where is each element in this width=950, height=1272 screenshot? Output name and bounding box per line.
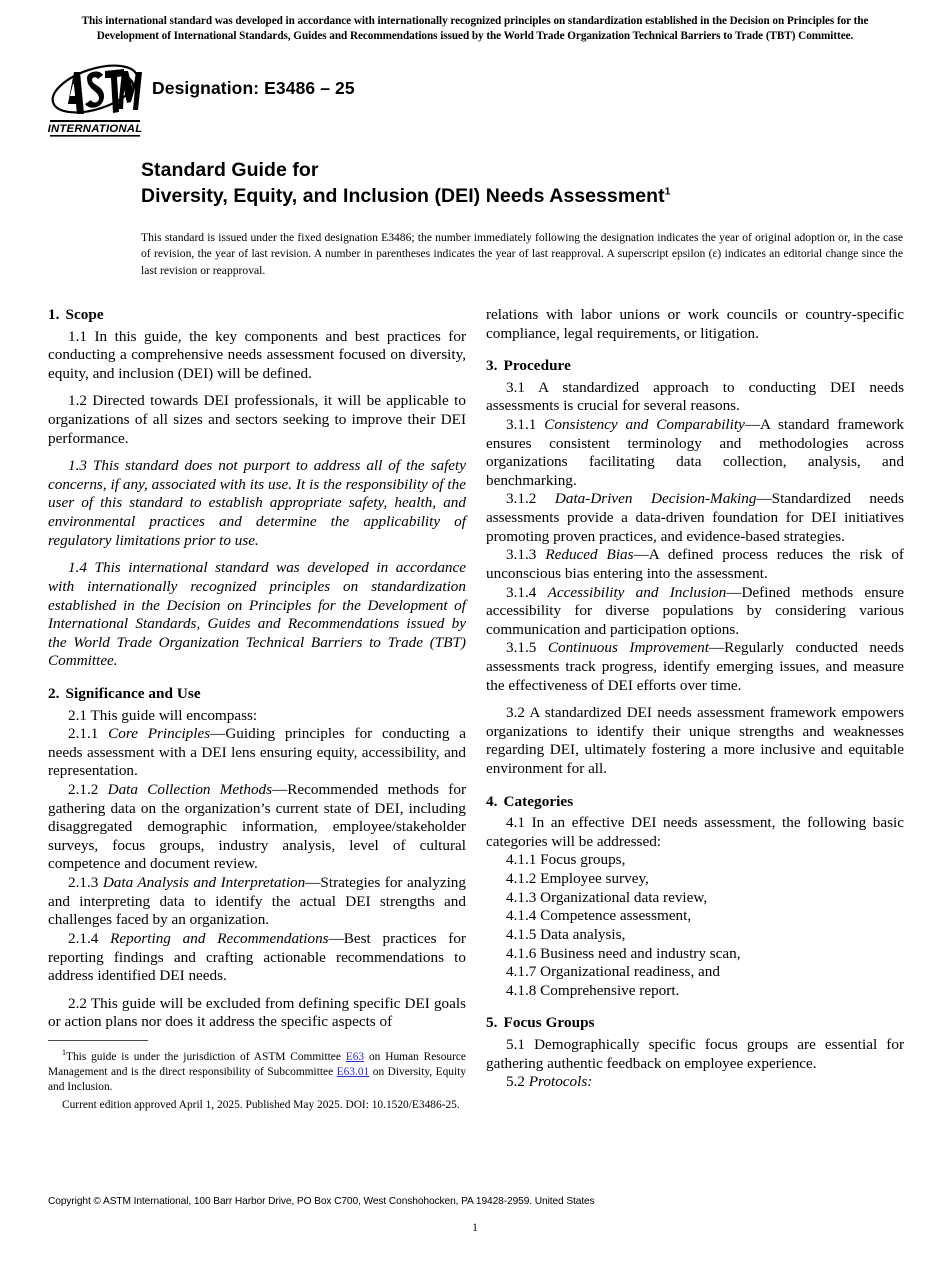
footnote-block [48,1040,466,1113]
paragraph-1-3: 1.3 This standard does not purport to address all of the safety concerns, if any, associated with its use. It is the responsibility of the user of this standard to establish appropriate safety, health, and environmental practices and determine the applicability of regulatory limitations prior to use. [48,457,466,549]
paragraph-3-1: 3.1 A standardized approach to conducting DEI needs assessments is crucial for several reasons. [486,378,904,415]
paragraph-2-1-4-number: 2.1.4 [68,929,111,947]
paragraph-3-1-2 [486,490,904,546]
paragraph-3-1-4 [486,584,904,640]
paragraph-3-1-5 [486,639,904,695]
paragraph-3-1-3 [486,546,904,583]
list-item: 4.1.4 Competence assessment, [506,907,692,925]
paragraph-2-1-1 [48,725,466,781]
paragraph-3-1-5-term: Continuous Improvement [547,639,709,657]
footnote-rule [48,1040,148,1041]
list-item: 4.1.3 Organizational data review, [506,888,708,906]
footnote-text [48,1050,466,1095]
list-item: 4.1.7 Organizational readiness, and [506,963,720,981]
title-line-2 [141,184,911,210]
paragraph-1-4: 1.4 This international standard was developed in accordance with internationally recognized principles on standardization established in the Decision on Principles for the Development of International Standards, Guides and Recommendations issued by the World Trade Organization Technical Barriers to Trade (TBT) Committee. [48,559,466,670]
paragraph-3-1-1-term: Consistency and Comparability [544,416,745,434]
paragraph-2-1-2 [48,781,466,874]
document-title [141,158,911,209]
footnote-part-2: on Human Resource Management and is the direct responsibility of Subcommittee [48,1051,466,1078]
tbt-note-line-1: This international standard was developed in accordance with internationally recognized principles on standardization established in the Decision on Principles for the [81,15,869,27]
left-column [48,306,466,1032]
section-heading-3 [486,357,904,376]
page-number: 1 [472,1222,478,1234]
section-heading-1 [48,306,466,325]
title-footnote-marker: 1 [664,185,671,198]
paragraph-2-1-1-term: Core Principles [108,725,211,743]
section-5-title: Focus Groups [503,1014,595,1032]
paragraph-5-2-number: 5.2 [506,1073,529,1091]
list-item: 4.1.2 Employee survey, [506,870,649,888]
paragraph-2-1-1-number: 2.1.1 [68,725,109,743]
tbt-header-note [48,14,902,45]
list-item: 4.1.6 Business need and industry scan, [506,944,741,962]
section-heading-4 [486,793,904,812]
section-1-number: 1. [48,306,60,323]
section-2-title: Significance and Use [65,684,201,702]
subcommittee-e6301-link[interactable]: E63.01 [336,1065,370,1078]
svg-text:INTERNATIONAL: INTERNATIONAL [48,123,143,135]
paragraph-3-1-3-number: 3.1.3 [506,546,546,564]
paragraph-3-1-4-term: Accessibility and Inclusion [547,583,727,601]
paragraph-3-1-1-body: —A standard framework ensures consistent terminology and methodologies across organizations facilitating data collection, analysis, and benchmarking. [486,416,904,489]
paragraph-2-1-3-term: Data Analysis and Interpretation [102,874,306,892]
paragraph-3-1-3-term: Reduced Bias [545,546,634,564]
paragraph-3-1-5-body: —Regularly conducted needs assessments track progress, identify emerging issues, and measure the effectiveness of DEI efforts over time. [486,639,904,694]
footnote-edition-text: Current edition approved April 1, 2025. Published May 2025. DOI: 10.1520/E3486-25. [62,1098,460,1111]
paragraph-2-1-4-body: —Best practices for reporting findings and crafting actionable recommendations to address identified DEI needs. [48,929,466,985]
paragraph-5-2-term: Protocols: [528,1073,593,1091]
paragraph-2-1-4 [48,930,466,986]
paragraph-2-2-continued: relations with labor unions or work councils or country-specific compliance, legal requirements, or litigation. [486,306,904,342]
section-4-title: Categories [503,792,574,810]
paragraph-4-1: 4.1 In an effective DEI needs assessment, the following basic categories will be addressed: [486,814,904,850]
paragraph-2-1-2-body: —Recommended methods for gathering data on the organization’s current state of DEI, including disaggregated demographic information, employee/stakeholder surveys, focus groups, industry analysis, level of cultural competence and document review. [48,781,467,873]
footnote-part-3: on Diversity, Equity and Inclusion. [48,1065,467,1093]
paragraph-2-1: 2.1 This guide will encompass: [68,706,258,724]
section-2-number: 2. [48,684,60,702]
paragraph-3-1-1 [486,416,904,490]
paragraph-2-1-2-number: 2.1.2 [68,781,108,799]
masthead [48,58,908,140]
paragraph-3-1-2-term: Data-Driven Decision-Making [554,490,757,508]
right-column [486,306,904,1092]
paragraph-2-1-3-number: 2.1.3 [68,874,103,892]
title-line-1: Standard Guide for [141,159,319,181]
list-item: 4.1.1 Focus groups, [506,851,626,869]
paragraph-2-1-2-term: Data Collection Methods [107,781,273,799]
section-heading-2 [48,685,466,704]
section-3-title: Procedure [503,357,571,375]
paragraph-3-1-2-body: —Standardized needs assessments provide a data-driven foundation for DEI initiatives promoting proven practices, and evidence-based strategies. [486,490,905,545]
section-heading-5 [486,1014,904,1033]
paragraph-1-1: 1.1 In this guide, the key components and best practices for conducting a comprehensive needs assessment focused on diversity, equity, and inclusion (DEI) will be defined. [48,327,466,382]
paragraph-2-1-3 [48,874,466,930]
paragraph-1-2: 1.2 Directed towards DEI professionals, it will be applicable to organizations of all sizes and sectors seeking to improve their DEI performance. [48,392,466,447]
section-5-number: 5. [486,1014,498,1032]
astm-logo-icon [48,58,144,138]
paragraph-2-2: 2.2 This guide will be excluded from defining specific DEI goals or action plans nor does it address the specific aspects of [48,994,466,1031]
paragraph-3-1-4-body: —Defined methods ensure accessibility for diverse populations by considering various communication and participation options. [486,583,905,638]
paragraph-3-1-4-number: 3.1.4 [506,583,548,601]
paragraph-3-1-5-number: 3.1.5 [506,639,548,657]
footnote-marker: 1 [62,1048,66,1058]
section-3-number: 3. [486,357,498,375]
designation-label: Designation: E3486 – 25 [152,78,355,98]
committee-e63-link[interactable]: E63 [345,1051,365,1063]
paragraph-3-1-2-number: 3.1.2 [506,490,555,508]
paragraph-5-2 [486,1073,904,1092]
section-1-title: Scope [65,306,104,323]
paragraph-3-2: 3.2 A standardized DEI needs assessment framework empowers organizations to identify their unique strengths and weaknesses regarding DEI, ultimately fostering a more inclusive and equitable environment for all. [486,704,904,778]
paragraph-2-1-1-body: —Guiding principles for conducting a needs assessment with a DEI lens ensuring equity, accessibility, and representation. [48,725,466,780]
paragraph-3-1-1-number: 3.1.1 [506,416,545,434]
title-line-2-text: Diversity, Equity, and Inclusion (DEI) Needs Assessment [141,184,665,207]
paragraph-2-1-3-body: —Strategies for analyzing and interpreting data to identify the actual DEI strengths and challenges faced by an organization. [48,874,466,929]
paragraph-3-1-3-body: —A defined process reduces the risk of unconscious bias entering into the assessment. [486,546,904,582]
tbt-note-line-2: Development of International Standards, Guides and Recommendations issued by the World Trade Organization Technical Barriers to Trade (TBT) Committee. [96,30,854,43]
list-item: 4.1.5 Data analysis, [506,925,626,943]
list-item: 4.1.8 Comprehensive report. [506,981,680,999]
footnote-part-1: This guide is under the jurisdiction of ASTM Committee [66,1051,346,1063]
paragraph-5-1: 5.1 Demographically specific focus groups are essential for gathering authentic feedback on employee experience. [486,1035,904,1072]
issued-under-note: This standard is issued under the fixed designation E3486; the number immediately following the designation indicates the year of original adoption or, in the case of revision, the year of last revision. A number in parentheses indicates the year of last reapproval. A superscript epsilon (ε) indicates an editorial change since the last revision or reapproval. [141,231,903,277]
section-4-number: 4. [486,792,498,810]
copyright-notice: Copyright © ASTM International, 100 Barr Harbor Drive, PO Box C700, West Conshohocken, PA 19428-2959. United States [48,1196,595,1207]
paragraph-2-1-4-term: Reporting and Recommendations [110,929,329,947]
